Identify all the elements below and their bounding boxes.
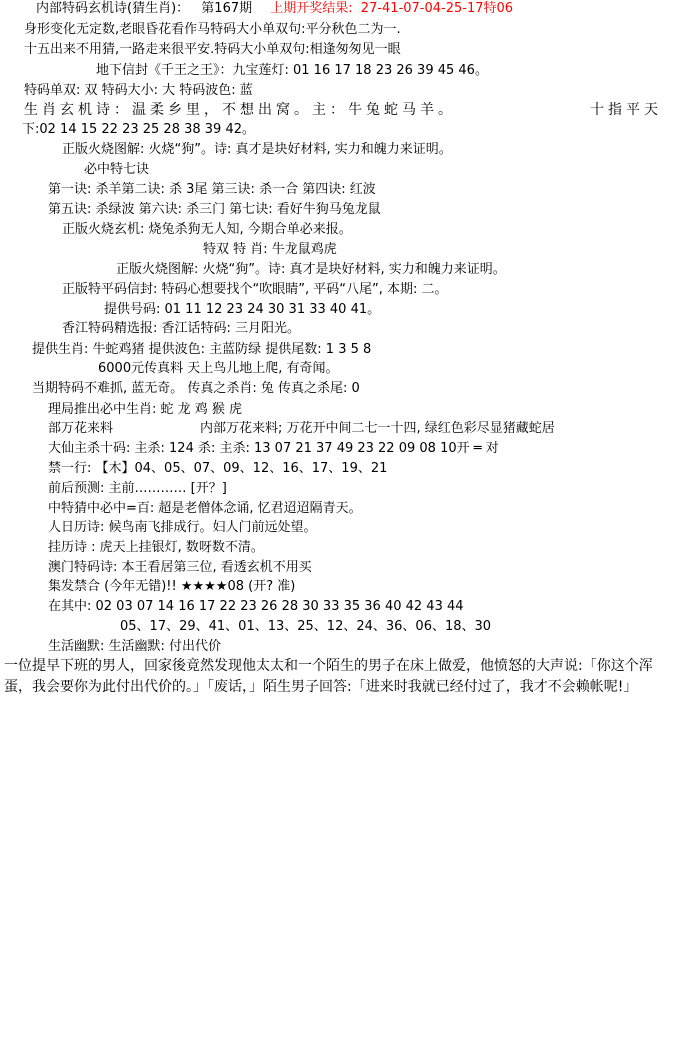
among-line-2: 05、17、29、41、01、13、25、12、24、36、06、18、30 [120, 619, 492, 634]
humor-title: 生活幽默: 生活幽默: 付出代价 [48, 639, 222, 654]
zodiac-poem-line: 生肖玄机诗：温柔乡里，不想出窝。主：牛兔蛇马羊。 [24, 102, 456, 118]
header-title: 内部特码玄机诗(猜生肖)： [36, 1, 190, 16]
jifa-line: 集发禁合 (今年无错)!! ★★★★08 (开? 准) [48, 579, 296, 594]
envelope-line: 地下信封《千王之王》：九宝莲灯: 01 16 17 18 23 26 39 45 46。 [96, 63, 488, 78]
provided-numbers-line: 提供号码: 01 11 12 23 24 30 31 33 40 41。 [104, 302, 381, 317]
ten-fingers-numbers: 下:02 14 15 22 23 25 28 38 39 42。 [22, 122, 255, 137]
header-line [36, 0, 513, 18]
last-result-label: 上期开奖结果: [270, 1, 353, 16]
ten-fingers-label: 十指平天 [590, 102, 662, 118]
poem-line-2: 十五出来不用猜,一路走来很平安.特码大小单双句:相逢匆匆见一眼 [24, 42, 401, 57]
hit-line: 中特猜中必中=百: 超是老僧体念诵, 忆君迢迢隔青天。 [48, 501, 362, 516]
wanhua-label: 部万花来料 [48, 421, 114, 436]
macau-poem-line: 澳门特码诗: 本王看居第三位, 看透玄机不用买 [48, 560, 312, 575]
fire-chart-line-2: 正版火烧图解: 火烧“狗”。诗: 真才是块好材料, 实力和魄力来证明。 [116, 262, 506, 277]
fire-mystery-line: 正版火烧玄机: 烧兔杀狗无人知, 今期合单必来报。 [62, 222, 352, 237]
wanhua-line: 内部万花来料; 万花开中间二七一十四, 绿红色彩尽显猪藏蛇居 [200, 421, 555, 436]
joke-text: 一位提早下班的男人，回家後竟然发现他太太和一个陌生的男子在床上做爱，他愤怒的大声说:「你这个浑蛋，我会要你为此付出代价的。」「废话，」陌生男子回答:「进来时我就已经付过了，我才不会赖帐呢!」 [4, 658, 653, 695]
forecast-line: 前后预测: 主前………… [开？] [48, 481, 227, 496]
forbidden-line: 禁一行: 【木】04、05、07、09、12、16、17、19、21 [48, 461, 388, 476]
poem-line-1: 身形变化无定数,老眼昏花看作马特码大小单双句:平分秋色二为一. [24, 22, 401, 37]
secrets-line-2: 第五诀: 杀绿波 第六诀: 杀三门 第七诀: 看好牛狗马兔龙鼠 [48, 202, 381, 217]
current-special-line: 当期特码不难抓, 蓝无奇。 传真之杀肖: 兔 传真之杀尾: 0 [32, 381, 360, 396]
xiangjiang-line: 香江特码精选报: 香江话特码: 三月阳光。 [62, 321, 301, 336]
wall-calendar-line: 挂历诗 : 虎天上挂银灯, 数呀数不清。 [48, 540, 264, 555]
fire-chart-line-1: 正版火烧图解: 火烧“狗”。诗: 真才是块好材料, 实力和魄力来证明。 [62, 142, 452, 157]
secrets-line-1: 第一诀: 杀羊第二诀: 杀 3尾 第三诀: 杀一合 第四诀: 红波 [48, 182, 376, 197]
daxian-line: 大仙主杀十码: 主杀: 124 杀: 主杀: 13 07 21 37 49 23 22 09 08 10开 ═ 对 [48, 441, 499, 456]
last-result-value: 27-41-07-04-25-17特06 [360, 1, 514, 16]
provided-zodiac-line: 提供生肖: 牛蛇鸡猪 提供波色: 主蓝防绿 提供尾数: 1 3 5 8 [32, 342, 372, 357]
bureau-zodiac-line: 理局推出必中生肖: 蛇 龙 鸡 猴 虎 [48, 402, 243, 417]
calendar-poem-line: 人日历诗: 候鸟南飞排成行。妇人门前远处望。 [48, 520, 317, 535]
single-double-line: 特码单双: 双 特码大小: 大 特码波色: 蓝 [24, 83, 253, 98]
issue-number: 第167期 [201, 1, 253, 16]
envelope-code-line: 正版特平码信封: 特码心想要找个“吹眼睛”, 平码“八尾”, 本期: 二。 [62, 282, 448, 297]
seven-secrets-title: 必中特七诀 [84, 162, 150, 177]
fax-line: 6000元传真料 天上鸟儿地上爬, 有奇闻。 [98, 361, 339, 376]
among-line-1: 在其中: 02 03 07 14 16 17 22 23 26 28 30 33 35 36 40 42 43 44 [48, 599, 464, 614]
special-double-line: 特双 特 肖: 牛龙鼠鸡虎 [203, 242, 337, 257]
